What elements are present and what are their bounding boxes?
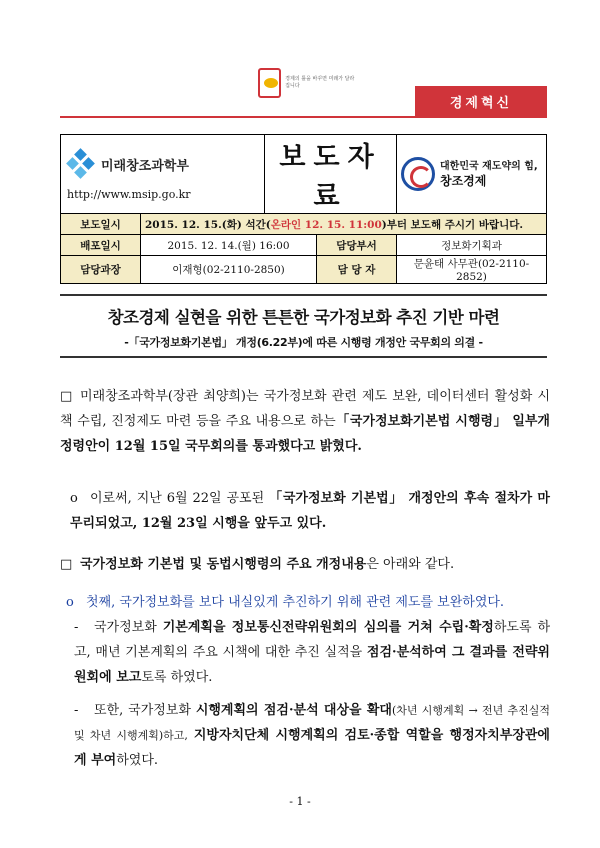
manager-value: 이재형(02-2110-2850) bbox=[141, 256, 317, 284]
distribution-label: 배포일시 bbox=[61, 235, 141, 256]
paragraph-6: - 또한, 국가정보화 시행계획의 점검·분석 대상을 확대(차년 시행계획 → 전년 추진실적 및 차년 시행계획)하고, 지방자치단체 시행계획의 검토·종합 역할을 행정자치부장관에게 부여하였다. bbox=[74, 703, 550, 768]
logo-slogan: 경제의 틀을 바꾸면 미래가 달라집니다 bbox=[285, 76, 355, 89]
headline-box bbox=[60, 294, 547, 358]
header-divider bbox=[60, 116, 547, 118]
paragraph-1: □ 미래창조과학부(장관 최양희)는 국가정보화 관련 제도 보완, 데이터센터 활성화 시책 수립, 진정제도 마련 등을 주요 내용으로 하는「국가정보화기본법 시행령」 일부개정령안이 12월 15일 국무회의를 통과했다고 밝혔다. bbox=[60, 389, 550, 454]
paragraph-2: o 이로써, 지난 6월 22일 공포된 「국가정보화 기본법」 개정안의 후속 절차가 마무리되었고, 12월 23일 시행을 앞두고 있다. bbox=[70, 491, 550, 531]
document-title: 보도자료 bbox=[265, 135, 397, 214]
manager-label: 담당과장 bbox=[61, 256, 141, 284]
innovation-seal-icon bbox=[258, 68, 281, 98]
department-value: 정보화기획과 bbox=[397, 235, 547, 256]
slogan-line-2: 창조경제 bbox=[440, 174, 487, 188]
department-label: 담당부서 bbox=[317, 235, 397, 256]
contact-value: 문윤태 사무관(02-2110-2852) bbox=[397, 256, 547, 284]
paragraph-5: - 국가정보화 기본계획을 정보통신전략위원회의 심의를 거쳐 수립·확정하도록 하고, 매년 기본계획의 주요 시책에 대한 추진 실적을 점검·분석하여 그 결과를 전략위원회에 보고토록 하였다. bbox=[74, 620, 550, 685]
ministry-name: 미래창조과학부 bbox=[101, 159, 189, 174]
economic-innovation-badge: 경제혁신 bbox=[415, 86, 547, 116]
creative-economy-emblem-icon bbox=[401, 157, 435, 191]
paragraph-4: o 첫째, 국가정보화를 보다 내실있게 추진하기 위해 관련 제도를 보완하였다. bbox=[66, 595, 505, 610]
paragraph-3: □ 국가정보화 기본법 및 동법시행령의 주요 개정내용은 아래와 같다. bbox=[60, 557, 455, 572]
embargo-value: 2015. 12. 15.(화) 석간(온라인 12. 15. 11:00)부터 보도해 주시기 바랍니다. bbox=[141, 214, 547, 235]
embargo-label: 보도일시 bbox=[61, 214, 141, 235]
ministry-cell bbox=[61, 135, 265, 214]
slogan-cell bbox=[397, 135, 547, 214]
ministry-url[interactable]: http://www.msip.go.kr bbox=[67, 187, 191, 201]
headline-title: 창조경제 실현을 위한 튼튼한 국가정보화 추진 기반 마련 bbox=[107, 308, 500, 327]
ministry-logo-icon bbox=[67, 150, 95, 180]
press-release-header bbox=[60, 134, 547, 284]
page-number: - 1 - bbox=[289, 795, 311, 808]
contact-label: 담 당 자 bbox=[317, 256, 397, 284]
economic-innovation-logo bbox=[258, 66, 358, 100]
slogan-line-1: 대한민국 재도약의 힘, bbox=[440, 161, 538, 172]
headline-subtitle: -「국가정보화기본법」 개정(6.22부)에 따른 시행령 개정안 국무회의 의결 - bbox=[124, 336, 483, 349]
distribution-value: 2015. 12. 14.(월) 16:00 bbox=[141, 235, 317, 256]
